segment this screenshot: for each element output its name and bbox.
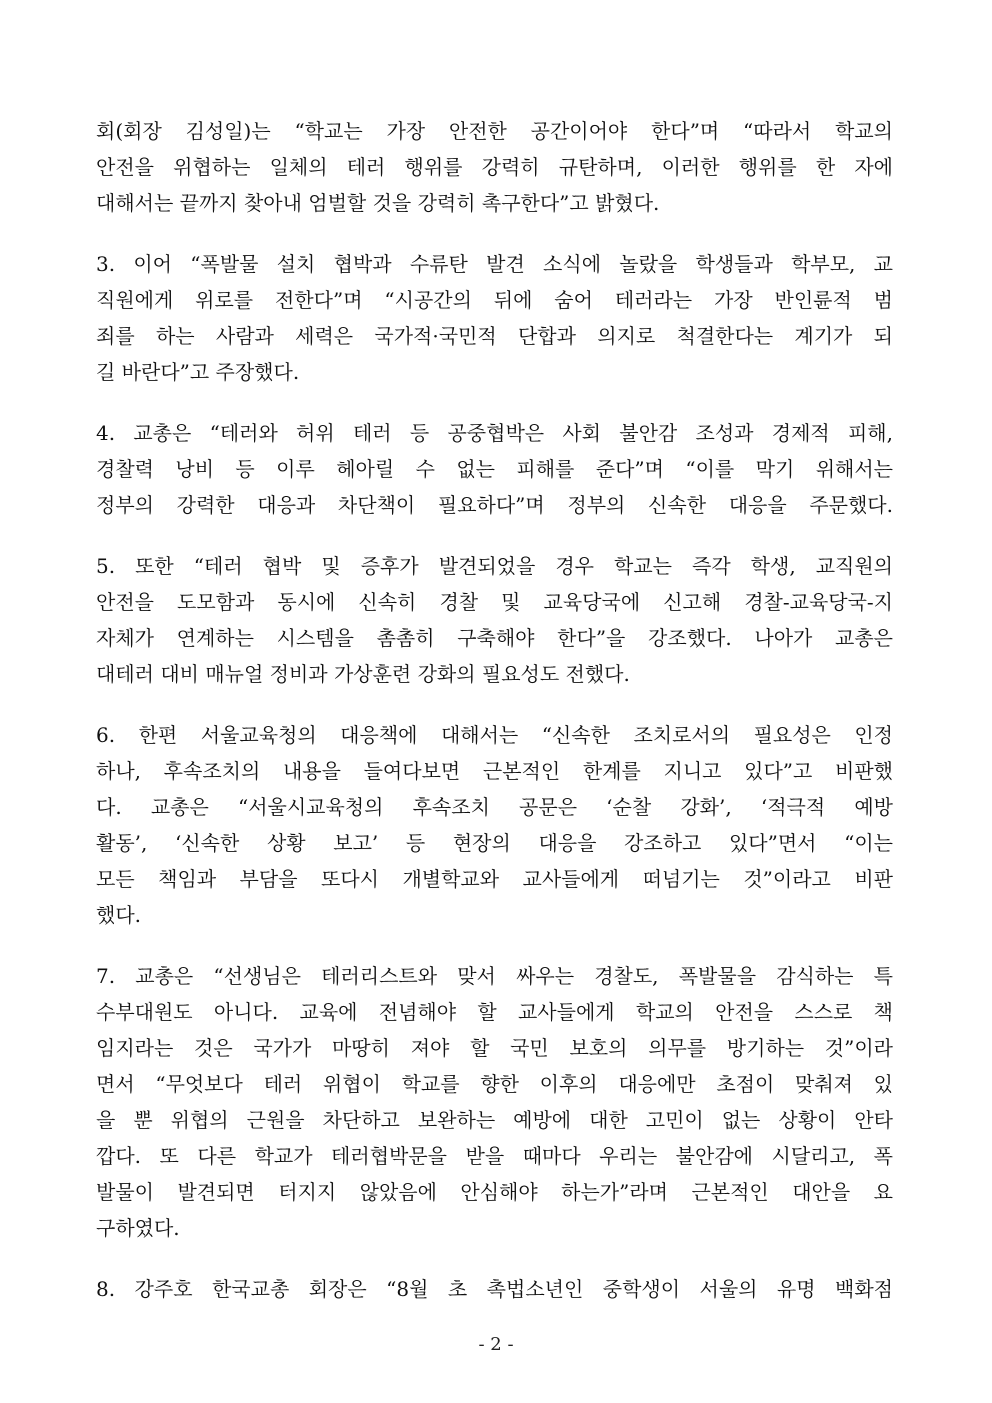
text-line: 발물이 발견되면 터지지 않았음에 안심해야 하는가”라며 근본적인 대안을 요 [96,1180,893,1204]
text-line: 안전을 위협하는 일체의 테러 행위를 강력히 규탄하며, 이러한 행위를 한 자에 [96,155,893,179]
text-line: 3. 이어 “폭발물 설치 협박과 수류탄 발견 소식에 놀랐을 학생들과 학부모, 교 [96,252,893,276]
text-line: 7. 교총은 “선생님은 테러리스트와 맞서 싸우는 경찰도, 폭발물을 감식하는 특 [96,964,893,988]
text-line: 다. 교총은 “서울시교육청의 후속조치 공문은 ‘순찰 강화’, ‘적극적 예방 [96,795,893,819]
text-line: 회(회장 김성일)는 “학교는 가장 안전한 공간이어야 한다”며 “따라서 학교의 [96,119,893,143]
text-line: 8. 강주호 한국교총 회장은 “8월 초 촉법소년인 중학생이 서울의 유명 백화점 [96,1277,893,1301]
paragraph-4 [96,415,893,523]
text-line: 5. 또한 “테러 협박 및 증후가 발견되었을 경우 학교는 즉각 학생, 교직원의 [96,554,893,578]
text-line: 수부대원도 아니다. 교육에 전념해야 할 교사들에게 학교의 안전을 스스로 책 [96,1000,893,1024]
text-line: 길 바란다”고 주장했다. [96,360,300,384]
text-line: 임지라는 것은 국가가 마땅히 져야 할 국민 보호의 의무를 방기하는 것”이라 [96,1036,893,1060]
text-line: 활동’, ‘신속한 상황 보고’ 등 현장의 대응을 강조하고 있다”면서 “이는 [96,831,893,855]
text-line: 하나, 후속조치의 내용을 들여다보면 근본적인 한계를 지니고 있다”고 비판했 [96,759,893,783]
paragraph-5 [96,548,893,692]
paragraph-6 [96,717,893,933]
text-line: 경찰력 낭비 등 이루 헤아릴 수 없는 피해를 준다”며 “이를 막기 위해서는 [96,457,893,481]
text-line: 안전을 도모함과 동시에 신속히 경찰 및 교육당국에 신고해 경찰-교육당국-지 [96,590,893,614]
text-line: 4. 교총은 “테러와 허위 테러 등 공중협박은 사회 불안감 조성과 경제적 피해, [96,421,893,445]
body-text [96,113,893,1332]
text-line: 자체가 연계하는 시스템을 촘촘히 구축해야 한다”을 강조했다. 나아가 교총은 [96,626,893,650]
text-line: 대테러 대비 매뉴얼 정비과 가상훈련 강화의 필요성도 전했다. [96,662,630,686]
text-line: 구하였다. [96,1216,180,1240]
page-number: - 2 - [478,1334,514,1355]
text-line: 모든 책임과 부담을 또다시 개별학교와 교사들에게 떠넘기는 것”이라고 비판 [96,867,893,891]
text-line: 했다. [96,903,141,927]
text-line: 죄를 하는 사람과 세력은 국가적·국민적 단합과 의지로 척결한다는 계기가 되 [96,324,893,348]
text-line: 6. 한편 서울교육청의 대응책에 대해서는 “신속한 조치로서의 필요성은 인정 [96,723,893,747]
text-line: 깝다. 또 다른 학교가 테러협박문을 받을 때마다 우리는 불안감에 시달리고, 폭 [96,1144,893,1168]
text-line: 대해서는 끝까지 찾아내 엄벌할 것을 강력히 촉구한다”고 밝혔다. [96,191,660,215]
text-line: 정부의 강력한 대응과 차단책이 필요하다”며 정부의 신속한 대응을 주문했다. [96,493,893,517]
text-line: 직원에게 위로를 전한다”며 “시공간의 뒤에 숨어 테러라는 가장 반인륜적 범 [96,288,893,312]
text-line: 면서 “무엇보다 테러 위협이 학교를 향한 이후의 대응에만 초점이 맞춰져 있 [96,1072,893,1096]
paragraph-3 [96,246,893,390]
paragraph-2-continued [96,113,893,221]
paragraph-7 [96,958,893,1246]
paragraph-8 [96,1271,893,1307]
text-line: 을 뿐 위협의 근원을 차단하고 보완하는 예방에 대한 고민이 없는 상황이 안타 [96,1108,893,1132]
